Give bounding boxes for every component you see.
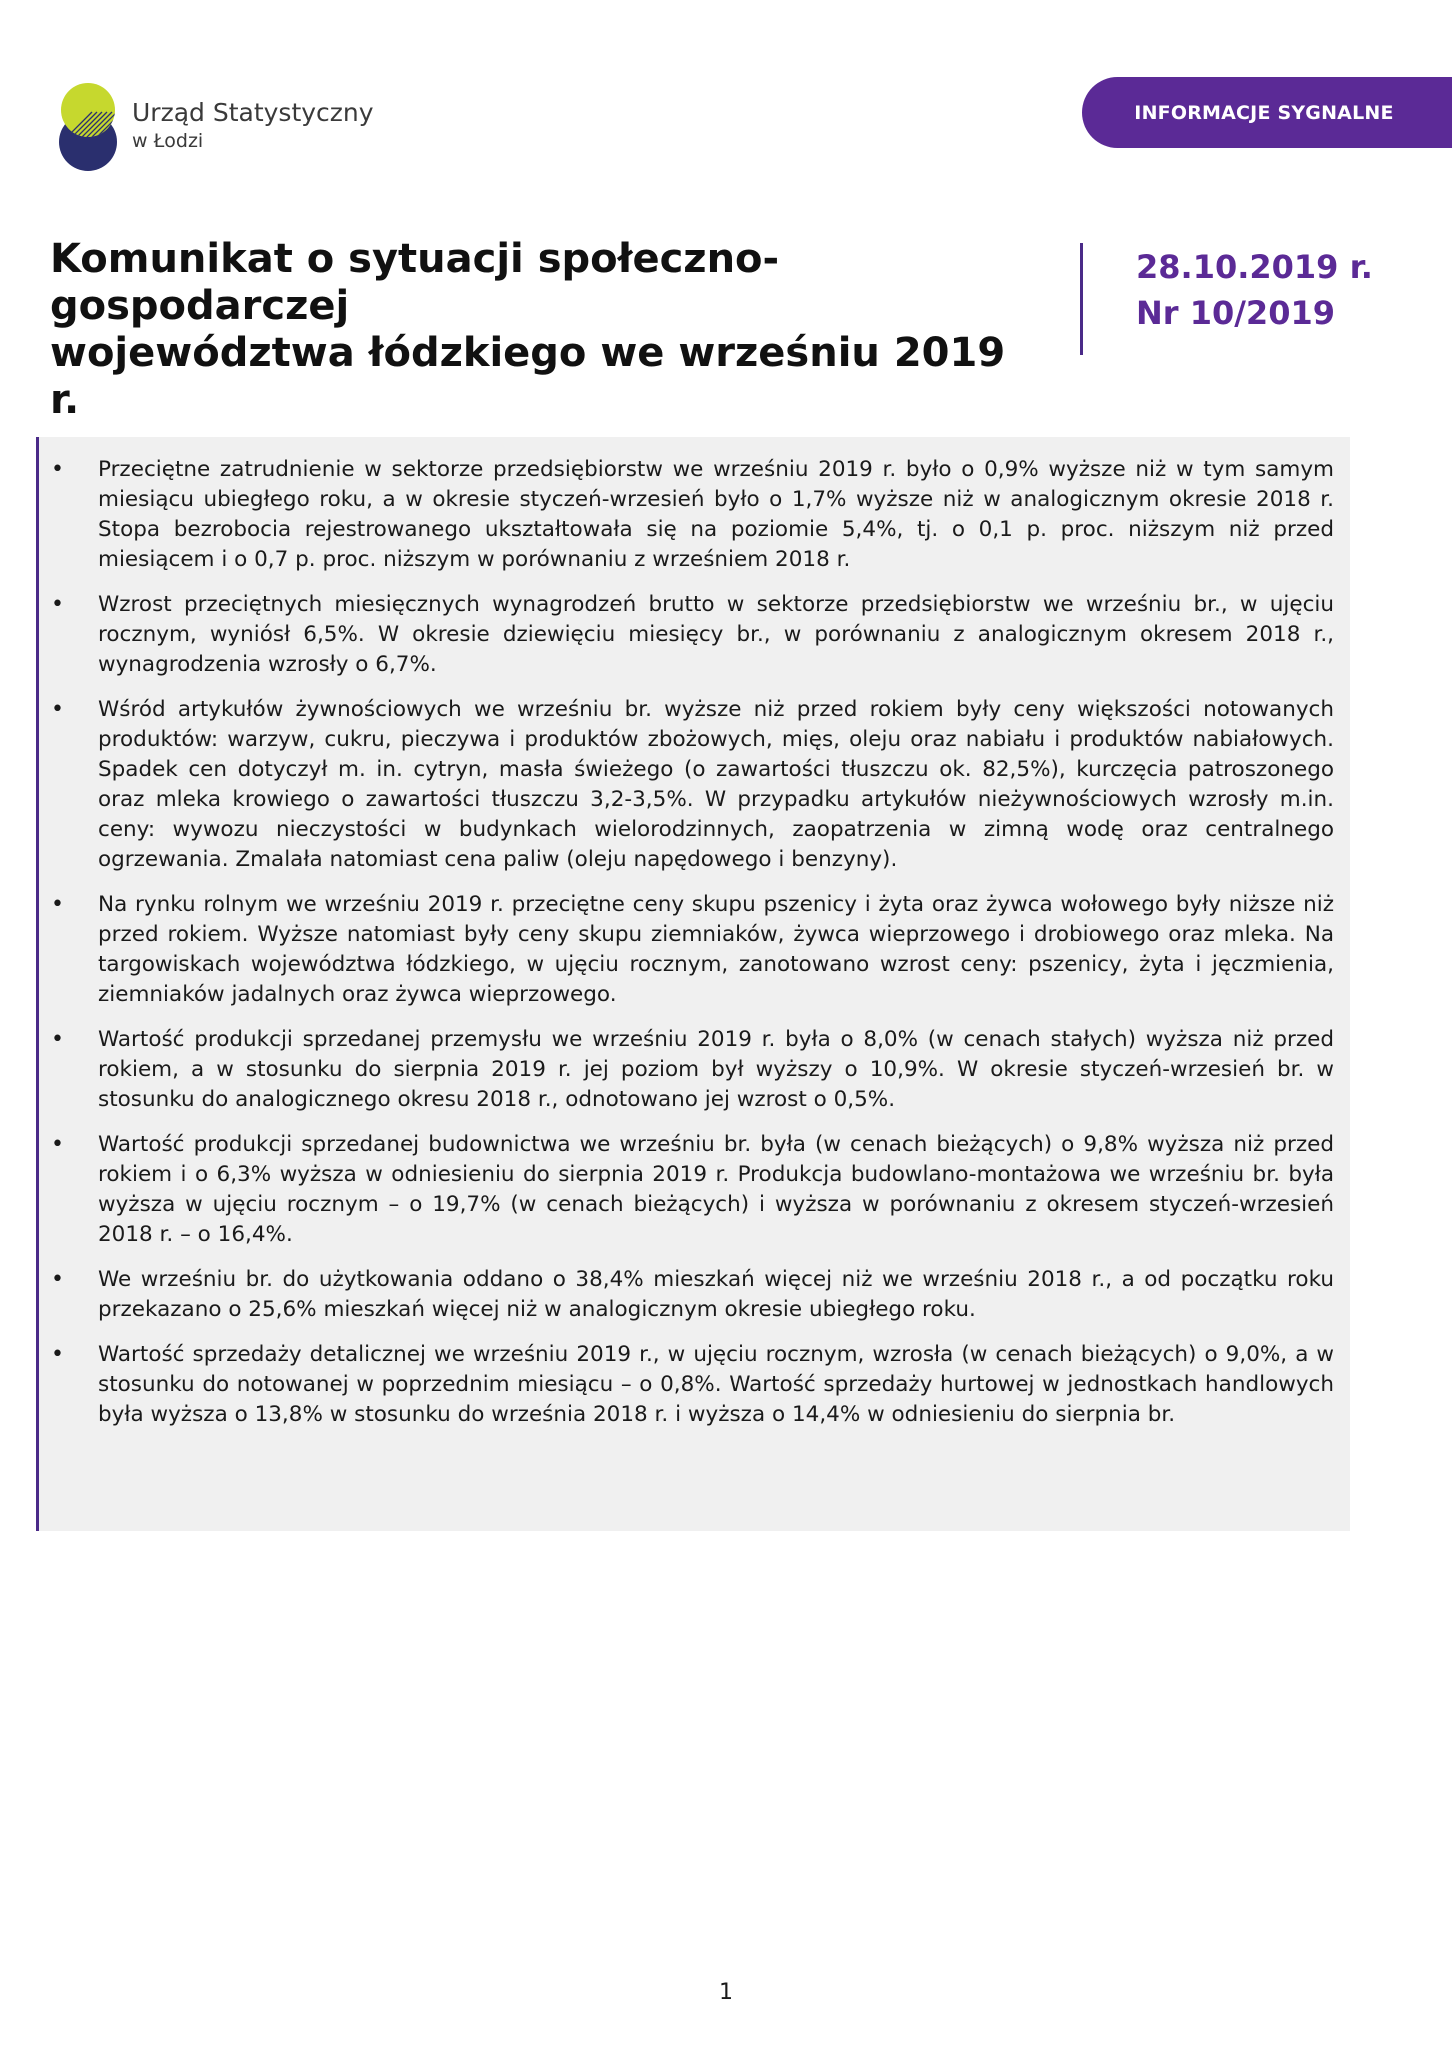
page-title [50,236,1040,424]
title-line-2: województwa łódzkiego we wrześniu 2019 r. [50,330,1006,423]
publication-type-badge: INFORMACJE SYGNALNE [1082,77,1452,148]
list-item [39,455,1350,575]
logo-name: Urząd Statystyczny [132,98,374,127]
list-item-text: Na rynku rolnym we wrześniu 2019 r. przeciętne ceny skupu pszenicy i żyta oraz żywca wołowego były niższe niż przed rokiem. Wyższe natomiast były ceny skupu ziemniaków, żywca wieprzowego i drobiowego oraz mleka. Na targowiskach województwa łódzkiego, w ujęciu rocznym, zanotowano wzrost ceny: pszenicy, żyta i jęczmienia, ziemniaków jadalnych oraz żywca wieprzowego. [98,892,1334,1007]
list-item-text: Przeciętne zatrudnienie w sektorze przedsiębiorstw we wrześniu 2019 r. było o 0,9% wyższe niż w tym samym miesiącu ubiegłego roku, a w okresie styczeń-wrzesień było o 1,7% wyższe niż w analogicznym okresie 2018 r. Stopa bezrobocia rejestrowanego ukształtowała się na poziomie 5,4%, tj. o 0,1 p. proc. niższym niż przed miesiącem i o 0,7 p. proc. niższym w porównaniu z wrześniem 2018 r. [98,457,1334,572]
list-item-text: Wzrost przeciętnych miesięcznych wynagrodzeń brutto w sektorze przedsiębiorstw we wrześniu br., w ujęciu rocznym, wyniósł 6,5%. W okresie dziewięciu miesięcy br., w porównaniu z analogicznym okresem 2018 r., wynagrodzenia wzrosły o 6,7%. [98,592,1334,677]
list-item-text: Wartość produkcji sprzedanej przemysłu we wrześniu 2019 r. była o 8,0% (w cenach stałych) wyższa niż przed rokiem, a w stosunku do sierpnia 2019 r. jej poziom był wyższy o 10,9%. W okresie styczeń-wrzesień br. w stosunku do analogicznego okresu 2018 r., odnotowano jej wzrost o 0,5%. [98,1027,1334,1112]
gus-logo-icon [58,80,122,172]
publication-number: Nr 10/2019 [1136,294,1335,332]
list-item [39,1025,1350,1115]
bullet-icon: • [51,892,64,917]
logo-location: w Łodzi [132,130,204,152]
bullet-icon: • [51,457,64,482]
list-item [39,1130,1350,1250]
bullet-icon: • [51,592,64,617]
list-item [39,890,1350,1010]
bullet-icon: • [51,697,64,722]
title-divider [1080,243,1083,355]
bullet-icon: • [51,1267,64,1292]
list-item-text: Wartość produkcji sprzedanej budownictwa we wrześniu br. była (w cenach bieżących) o 9,8% wyższa niż przed rokiem i o 6,3% wyższa w odniesieniu do sierpnia 2019 r. Produkcja budowlano-montażowa we wrześniu br. była wyższa w ujęciu rocznym – o 19,7% (w cenach bieżących) i wyższa w porównaniu z okresem styczeń-wrzesień 2018 r. – o 16,4%. [98,1132,1334,1247]
summary-list [39,437,1350,1430]
list-item [39,590,1350,680]
list-item [39,1265,1350,1325]
logo [58,80,374,172]
title-line-1: Komunikat o sytuacji społeczno-gospodarczej [50,236,780,329]
bullet-icon: • [51,1342,64,1367]
bullet-icon: • [51,1132,64,1157]
list-item-text: We wrześniu br. do użytkowania oddano o 38,4% mieszkań więcej niż we wrześniu 2018 r., a od początku roku przekazano o 25,6% mieszkań więcej niż w analogicznym okresie ubiegłego roku. [98,1267,1334,1322]
list-item [39,695,1350,875]
list-item [39,1340,1350,1430]
publication-date: 28.10.2019 r. [1136,248,1373,286]
publication-meta [1136,244,1373,336]
list-item-text: Wśród artykułów żywnościowych we wrześniu br. wyższe niż przed rokiem były ceny większości notowanych produktów: warzyw, cukru, pieczywa i produktów zbożowych, mięs, oleju oraz nabiału i produktów nabiałowych. Spadek cen dotyczył m. in. cytryn, masła świeżego (o zawartości tłuszczu ok. 82,5%), kurczęcia patroszonego oraz mleka krowiego o zawartości tłuszczu 3,2-3,5%. W przypadku artykułów nieżywnościowych wzrosły m.in. ceny: wywozu nieczystości w budynkach wielorodzinnych, zaopatrzenia w zimną wodę oraz centralnego ogrzewania. Zmalała natomiast cena paliw (oleju napędowego i benzyny). [98,697,1334,872]
page-number: 1 [719,1980,733,2005]
list-item-text: Wartość sprzedaży detalicznej we wrześniu 2019 r., w ujęciu rocznym, wzrosła (w cenach bieżących) o 9,0%, a w stosunku do notowanej w poprzednim miesiącu – o 0,8%. Wartość sprzedaży hurtowej w jednostkach handlowych była wyższa o 13,8% w stosunku do września 2018 r. i wyższa o 14,4% w odniesieniu do sierpnia br. [98,1342,1334,1427]
summary-box [36,437,1350,1531]
bullet-icon: • [51,1027,64,1052]
